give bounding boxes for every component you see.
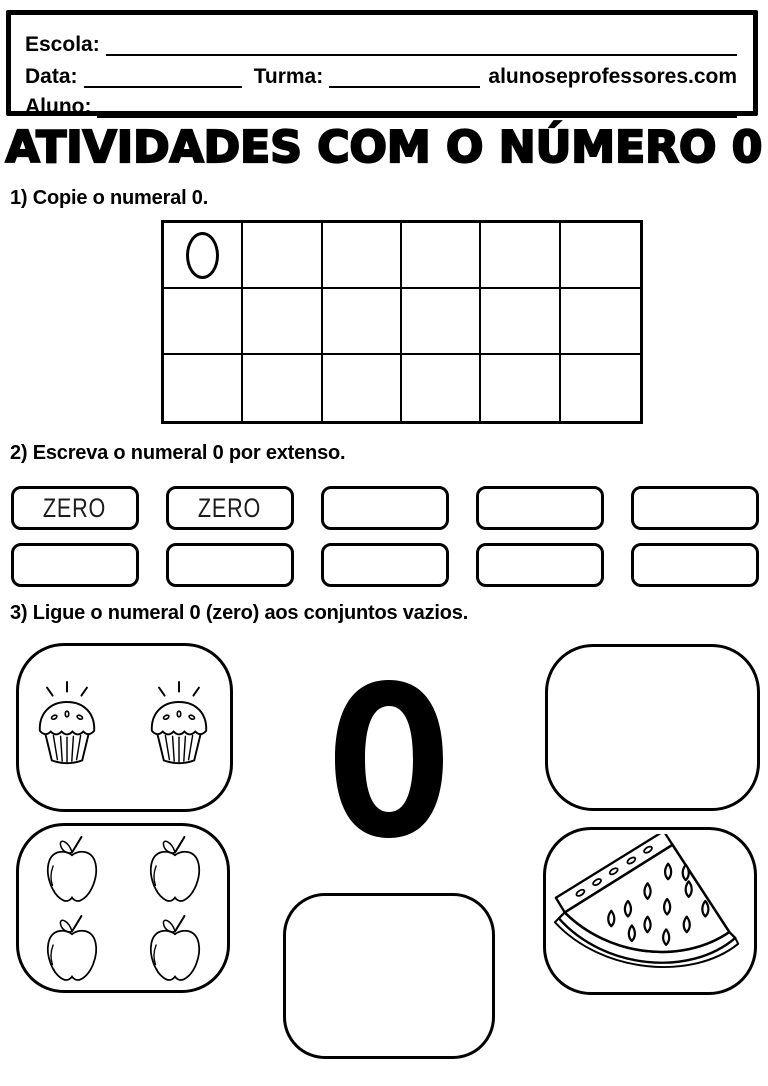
cupcake-icon: [139, 681, 219, 771]
copy-grid-cell: [243, 289, 322, 355]
answer-box-empty: [321, 486, 449, 530]
copy-grid-cell: [402, 289, 481, 355]
copy-grid-cell: [323, 223, 402, 289]
copy-grid-cell: [243, 223, 322, 289]
answer-box-empty: [631, 543, 759, 587]
answer-box-filled: [11, 486, 139, 530]
copy-grid-cell: [561, 223, 640, 289]
copy-grid-cell: [561, 355, 640, 421]
watermelon-icon: [551, 834, 747, 986]
answer-box-filled: [166, 486, 294, 530]
copy-grid-cell: [164, 289, 243, 355]
apple-icon: [144, 832, 206, 908]
copy-grid-cell: [481, 355, 560, 421]
zero-word-text: ZERO: [198, 492, 262, 523]
set-box-empty-top-right: [545, 644, 760, 811]
copy-grid-cell: [323, 289, 402, 355]
copy-grid-cell: [402, 223, 481, 289]
copy-grid-cell: [243, 355, 322, 421]
copy-grid-cell: [164, 355, 243, 421]
copy-grid-cell: [323, 355, 402, 421]
date-label: Data:: [25, 65, 78, 88]
apple-icon: [41, 911, 103, 987]
page-title: ATIVIDADES COM O NÚMERO 0: [5, 122, 763, 173]
answer-box-empty: [476, 543, 604, 587]
answer-box-empty: [11, 543, 139, 587]
header-row-student: [25, 93, 737, 119]
answer-row: [11, 486, 759, 530]
answer-box-empty: [166, 543, 294, 587]
exercise2-heading: 2) Escreva o numeral 0 por extenso.: [10, 442, 346, 464]
copy-grid: [161, 220, 643, 424]
copy-grid-cell: [481, 223, 560, 289]
copy-grid-cell: [561, 289, 640, 355]
header-box: [6, 10, 758, 116]
school-label: Escola:: [25, 33, 100, 56]
website-text: alunoseprofessores.com: [488, 65, 738, 88]
class-write-line: [329, 66, 480, 88]
answer-box-empty: [631, 486, 759, 530]
exercise3-heading: 3) Ligue o numeral 0 (zero) aos conjuntos vazios.: [10, 602, 469, 624]
apple-icon: [144, 911, 206, 987]
big-zero-numeral: [335, 680, 443, 838]
student-write-line: [97, 96, 737, 118]
school-write-line: [106, 34, 737, 56]
class-label: Turma:: [253, 65, 324, 88]
cupcake-icon: [27, 681, 107, 771]
model-zero-glyph: [186, 232, 219, 279]
answer-box-empty: [476, 486, 604, 530]
answer-box-empty: [321, 543, 449, 587]
exercise1-heading: 1) Copie o numeral 0.: [10, 187, 209, 209]
zero-word-text: ZERO: [43, 492, 107, 523]
copy-grid-cell: [164, 223, 243, 289]
apple-icon: [41, 832, 103, 908]
copy-grid-cell: [481, 289, 560, 355]
date-write-line: [84, 66, 243, 88]
answer-row: [11, 543, 759, 587]
student-label: Aluno:: [25, 95, 92, 118]
set-box-empty-bottom-center: [283, 893, 495, 1059]
header-row-date-class: [25, 63, 737, 89]
copy-grid-cell: [402, 355, 481, 421]
header-row-school: [25, 31, 737, 57]
